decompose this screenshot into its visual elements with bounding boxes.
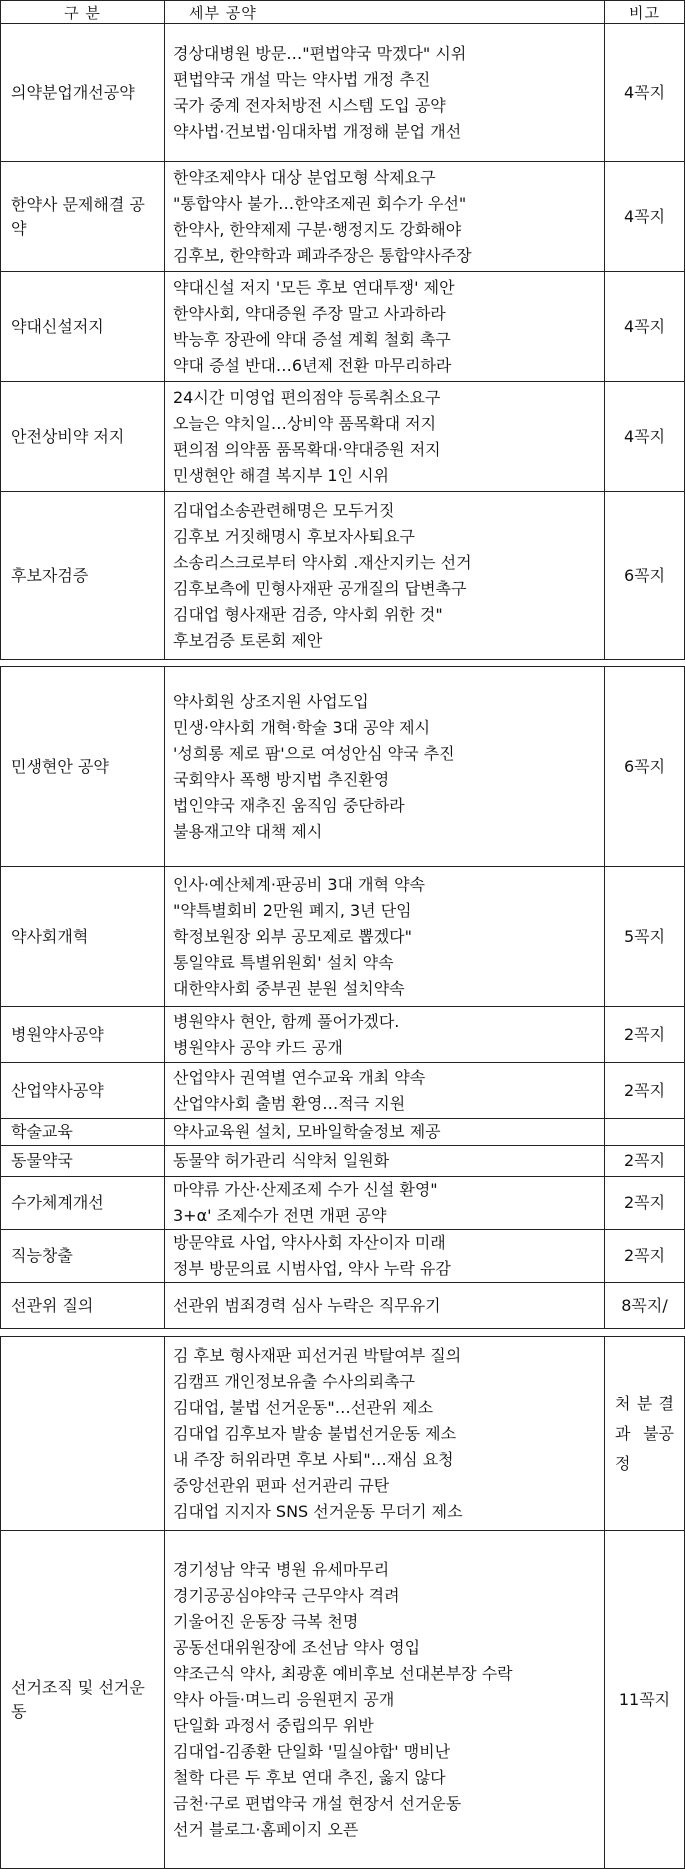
detail-cell	[165, 24, 605, 162]
note-cell: 2꼭지	[605, 1007, 685, 1063]
detail-cell	[165, 1146, 605, 1177]
table-row	[1, 1146, 685, 1177]
table-row	[1, 867, 685, 1007]
note-header: 비고	[605, 1, 685, 24]
pledge-item: 국가 중계 전자처방전 시스템 도입 공약	[173, 95, 446, 115]
table-row	[1, 24, 685, 162]
detail-cell	[165, 272, 605, 382]
note-cell: 4꼭지	[605, 382, 685, 492]
pledge-item: 정부 방문의료 시범사업, 약사 누락 유감	[173, 1259, 451, 1278]
category-header: 구 분	[1, 1, 165, 24]
pledge-item: 경기공공심야약국 근무약사 격려	[173, 1585, 400, 1605]
category-cell: 선관위 질의	[1, 1283, 165, 1329]
pledge-item: 3+α' 조제수가 전면 개편 공약	[173, 1206, 387, 1225]
pledge-item: 24시간 미영업 편의점약 등록취소요구	[173, 387, 441, 407]
note-cell: 4꼭지	[605, 272, 685, 382]
pledge-item: 병원약사 현안, 함께 풀어가겠다.	[173, 1011, 400, 1031]
detail-cell	[165, 867, 605, 1007]
category-cell: 동물약국	[1, 1146, 165, 1177]
detail-cell	[165, 667, 605, 867]
pledge-item: 공동선대위원장에 조선남 약사 영입	[173, 1637, 421, 1657]
detail-cell	[165, 1531, 605, 1869]
note-cell: 2꼭지	[605, 1177, 685, 1230]
pledge-item: 중앙선관위 편파 선거관리 규탄	[173, 1475, 390, 1495]
table-row	[1, 272, 685, 382]
pledge-item: 약사 아들·며느리 응원편지 공개	[173, 1689, 395, 1709]
pledge-item: 박능후 장관에 약대 증설 계획 철회 촉구	[173, 329, 451, 349]
table-gap-row	[1, 1329, 685, 1337]
category-cell: 안전상비약 저지	[1, 382, 165, 492]
detail-cell	[165, 1063, 605, 1119]
pledge-item: 국회약사 폭행 방지법 추진환영	[173, 769, 390, 789]
pledge-item: 통일약료 특별위원회' 설치 약속	[173, 952, 394, 972]
table-row	[1, 1337, 685, 1531]
category-cell: 민생현안 공약	[1, 667, 165, 867]
table-row	[1, 382, 685, 492]
pledge-item: "약특별회비 2만원 폐지, 3년 단임	[173, 900, 412, 920]
pledge-item: 한약사, 한약제제 구분·행정지도 강화해야	[173, 219, 462, 239]
pledge-item: 약사법·건보법·임대차법 개정해 분업 개선	[173, 121, 462, 141]
note-cell: 2꼭지	[605, 1063, 685, 1119]
category-cell: 학술교육	[1, 1119, 165, 1146]
table-body	[1, 24, 685, 1869]
pledge-item: 김캠프 개인정보유출 수사의뢰촉구	[173, 1371, 416, 1391]
note-cell: 4꼭지	[605, 24, 685, 162]
pledge-item: 약사회원 상조지원 사업도입	[173, 691, 369, 711]
pledge-item: 김후보 거짓해명시 후보자사퇴요구	[173, 526, 416, 546]
table-row	[1, 667, 685, 867]
pledge-item: 김대업 형사재판 검증, 약사회 위한 것"	[173, 604, 443, 624]
pledge-item: 김후보, 한약학과 폐과주장은 통합약사주장	[173, 245, 472, 265]
table-gap-cell	[1, 660, 685, 667]
pledge-item: 후보검증 토론회 제안	[173, 630, 323, 650]
detail-cell	[165, 1119, 605, 1146]
note-cell: 2꼭지	[605, 1230, 685, 1283]
category-cell: 한약사 문제해결 공약	[1, 162, 165, 272]
detail-cell	[165, 1230, 605, 1283]
note-cell: 4꼭지	[605, 162, 685, 272]
detail-cell	[165, 1007, 605, 1063]
category-cell: 수가체계개선	[1, 1177, 165, 1230]
detail-cell	[165, 382, 605, 492]
pledge-item: 단일화 과정서 중립의무 위반	[173, 1715, 374, 1735]
note-cell: 처 분 결 과 불공정	[605, 1337, 685, 1531]
pledge-item: 한약조제약사 대상 분업모형 삭제요구	[173, 167, 436, 187]
pledge-item: 경상대병원 방문…"편법약국 막겠다" 시위	[173, 43, 467, 63]
note-cell: 2꼭지	[605, 1146, 685, 1177]
category-cell: 선거조직 및 선거운동	[1, 1531, 165, 1869]
table-header-row	[1, 1, 685, 24]
table-row	[1, 1007, 685, 1063]
detail-cell	[165, 492, 605, 660]
detail-cell	[165, 162, 605, 272]
note-cell: 6꼭지	[605, 667, 685, 867]
pledge-item: 인사·예산체계·판공비 3대 개혁 약속	[173, 874, 425, 894]
category-cell: 의약분업개선공약	[1, 24, 165, 162]
pledge-item: 선거 블로그·홈페이지 오픈	[173, 1819, 359, 1839]
pledge-item: 마약류 가산·산제조제 수가 신설 환영"	[173, 1180, 438, 1199]
pledge-item: 대한약사회 중부권 분원 설치약속	[173, 978, 405, 998]
table-gap-cell	[1, 1329, 685, 1337]
pledge-item: 선관위 범죄경력 심사 누락은 직무유기	[173, 1295, 441, 1315]
table-row	[1, 162, 685, 272]
pledge-item: 편의점 의약품 품목확대·약대증원 저지	[173, 439, 441, 459]
pledge-item: 민생현안 해결 복지부 1인 시위	[173, 465, 389, 485]
pledge-item: 산업약사 권역별 연수교육 개최 약속	[173, 1067, 426, 1087]
category-cell: 약사회개혁	[1, 867, 165, 1007]
pledge-item: 학정보원장 외부 공모제로 뽑겠다"	[173, 926, 413, 946]
pledge-item: 김대업 지지자 SNS 선거운동 무더기 제소	[173, 1501, 463, 1521]
detail-cell	[165, 1177, 605, 1230]
pledge-item: 기울어진 운동장 극복 천명	[173, 1611, 359, 1631]
pledge-item: 약대신설 저지 '모든 후보 연대투쟁' 제안	[173, 277, 455, 297]
note-cell: 11꼭지	[605, 1531, 685, 1869]
detail-cell	[165, 1337, 605, 1531]
pledge-item: 법인약국 재추진 움직임 중단하라	[173, 795, 405, 815]
pledge-item: 산업약사회 출범 환영…적극 지원	[173, 1093, 406, 1113]
table-row	[1, 1119, 685, 1146]
pledge-item: 금천·구로 편법약국 개설 현장서 선거운동	[173, 1793, 462, 1813]
note-cell: 8꼭지/	[605, 1283, 685, 1329]
table-row	[1, 1063, 685, 1119]
pledge-item: 철학 다른 두 후보 연대 추진, 옳지 않다	[173, 1767, 446, 1787]
pledge-item: 한약사회, 약대증원 주장 말고 사과하라	[173, 303, 446, 323]
table-row	[1, 1177, 685, 1230]
pledge-item: 약대 증설 반대…6년제 전환 마무리하라	[173, 355, 452, 375]
category-cell: 병원약사공약	[1, 1007, 165, 1063]
category-cell: 산업약사공약	[1, 1063, 165, 1119]
pledge-item: 동물약 허가관리 식약처 일원화	[173, 1151, 390, 1170]
detail-header: 세부 공약	[165, 1, 605, 24]
category-cell: 약대신설저지	[1, 272, 165, 382]
category-cell: 직능창출	[1, 1230, 165, 1283]
pledge-item: 편법약국 개설 막는 약사법 개정 추진	[173, 69, 431, 89]
pledge-item: 불용재고약 대책 제시	[173, 821, 323, 841]
category-cell	[1, 1337, 165, 1531]
pledge-item: 방문약료 사업, 약사사회 자산이자 미래	[173, 1233, 446, 1252]
pledge-item: 약사교육원 설치, 모바일학술정보 제공	[173, 1122, 441, 1141]
note-cell: 6꼭지	[605, 492, 685, 660]
pledge-item: 약조근식 약사, 최광훈 예비후보 선대본부장 수락	[173, 1663, 513, 1683]
pledge-item: 내 주장 허위라면 후보 사퇴"…재심 요청	[173, 1449, 454, 1469]
pledge-item: 병원약사 공약 카드 공개	[173, 1037, 343, 1057]
pledge-item: '성희롱 제로 팜'으로 여성안심 약국 추진	[173, 743, 455, 763]
pledge-item: 김대업소송관련해명은 모두거짓	[173, 500, 395, 520]
category-cell: 후보자검증	[1, 492, 165, 660]
note-cell	[605, 1119, 685, 1146]
pledge-item: 경기성남 약국 병원 유세마무리	[173, 1559, 390, 1579]
pledge-item: 소송리스크로부터 약사회 .재산지키는 선거	[173, 552, 472, 572]
detail-cell	[165, 1283, 605, 1329]
pledge-item: "통합약사 불가…한약조제권 회수가 우선"	[173, 193, 467, 213]
table-gap-row	[1, 660, 685, 667]
pledge-item: 김대업, 불법 선거운동"…선관위 제소	[173, 1397, 434, 1417]
pledge-item: 김대업-김종환 단일화 '밀실야합' 맹비난	[173, 1741, 451, 1761]
note-cell: 5꼭지	[605, 867, 685, 1007]
table-row	[1, 1283, 685, 1329]
table-row	[1, 1531, 685, 1869]
table-row	[1, 1230, 685, 1283]
pledge-item: 김대업 김후보자 발송 불법선거운동 제소	[173, 1423, 457, 1443]
pledge-item: 오늘은 약치일…상비약 품목확대 저지	[173, 413, 437, 433]
pledge-item: 김 후보 형사재판 피선거권 박탈여부 질의	[173, 1345, 462, 1365]
pledge-item: 김후보측에 민형사재판 공개질의 답변촉구	[173, 578, 467, 598]
table-row	[1, 492, 685, 660]
pledge-item: 민생·약사회 개혁·학술 3대 공약 제시	[173, 717, 431, 737]
